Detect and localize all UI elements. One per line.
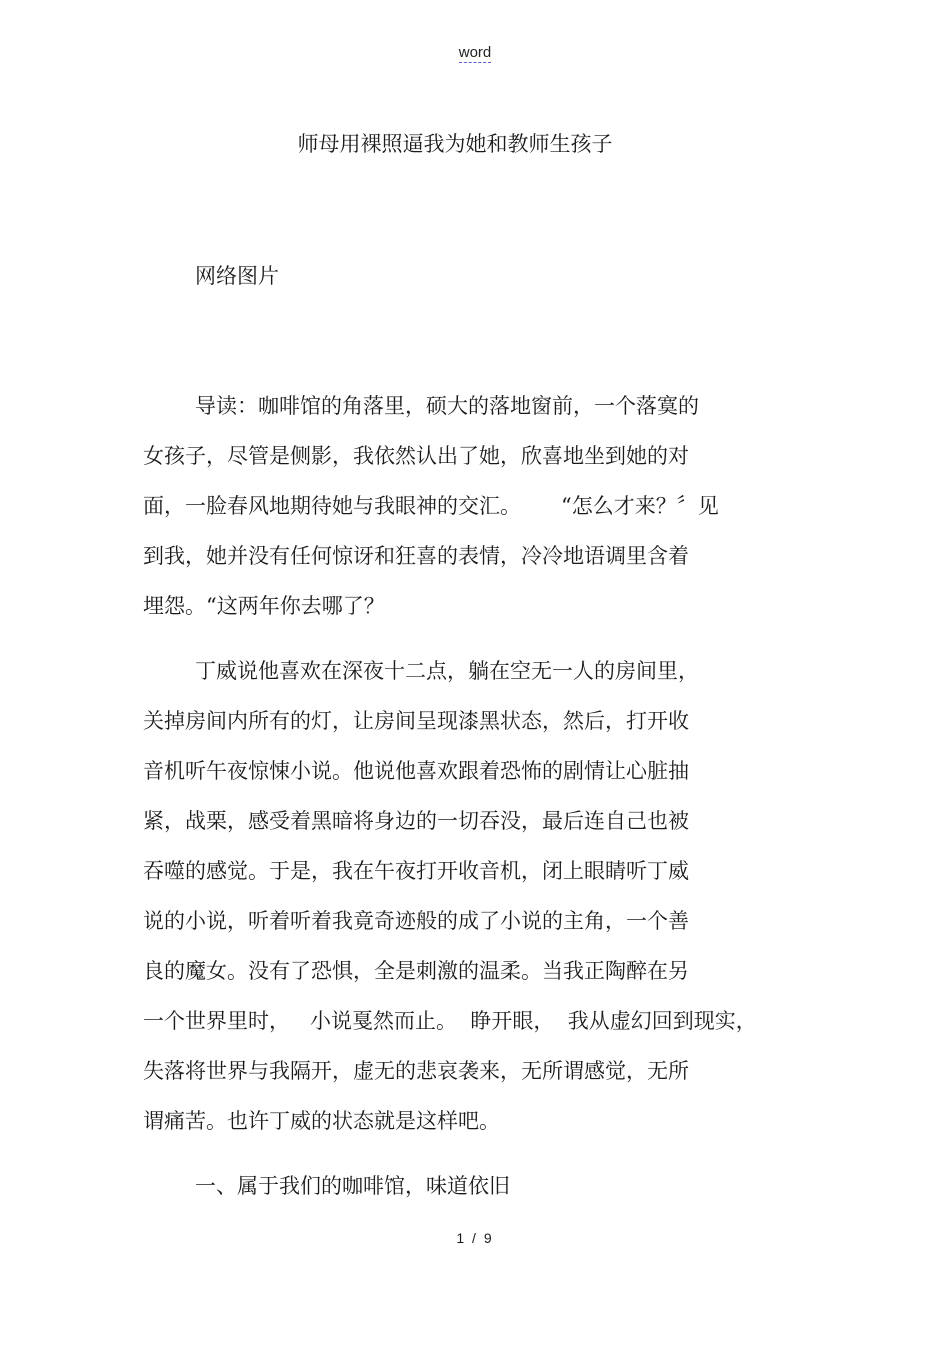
- paragraph-line: 到我，她并没有任何惊讶和狂喜的表情，冷冷地语调里含着: [143, 544, 689, 568]
- paragraph-line: 关掉房间内所有的灯，让房间呈现漆黑状态，然后，打开收: [143, 709, 689, 733]
- paragraph-line: 音机听午夜惊悚小说。他说他喜欢跟着恐怖的剧情让心脏抽: [143, 759, 689, 783]
- section-heading: 一、属于我们的咖啡馆，味道依旧: [195, 1174, 510, 1198]
- document-title: 师母用裸照逼我为她和教师生孩子: [297, 132, 613, 156]
- paragraph-line: 吞噬的感觉。于是，我在午夜打开收音机，闭上眼睛听丁威: [143, 859, 689, 883]
- image-caption: 网络图片: [195, 264, 279, 288]
- paragraph-line: 导读：咖啡馆的角落里，硕大的落地窗前，一个落寞的: [195, 394, 699, 418]
- header-label: word: [458, 44, 492, 61]
- paragraph-line: 说的小说，听着听着我竟奇迹般的成了小说的主角，一个善: [143, 909, 689, 933]
- paragraph-line: 失落将世界与我隔开，虚无的悲哀袭来，无所谓感觉，无所: [143, 1059, 689, 1083]
- paragraph-line: 埋怨。“这两年你去哪了？: [143, 594, 385, 618]
- paragraph-line: 面，一脸春风地期待她与我眼神的交汇。 “怎么才来？〞见: [143, 494, 719, 518]
- paragraph-line: 良的魔女。没有了恐惧，全是刺激的温柔。当我正陶醉在另: [143, 959, 689, 983]
- page-number: 1 / 9: [456, 1230, 494, 1246]
- paragraph-line: 女孩子，尽管是侧影，我依然认出了她，欣喜地坐到她的对: [143, 444, 689, 468]
- page-header: [0, 44, 950, 61]
- paragraph-line: 丁威说他喜欢在深夜十二点，躺在空无一人的房间里，: [195, 659, 699, 683]
- paragraph-line: 紧，战栗，感受着黑暗将身边的一切吞没，最后连自己也被: [143, 809, 689, 833]
- paragraph-line: 一个世界里时， 小说戛然而止。 睁开眼， 我从虚幻回到现实，: [143, 1009, 757, 1033]
- paragraph-line: 谓痛苦。也许丁威的状态就是这样吧。: [143, 1109, 500, 1133]
